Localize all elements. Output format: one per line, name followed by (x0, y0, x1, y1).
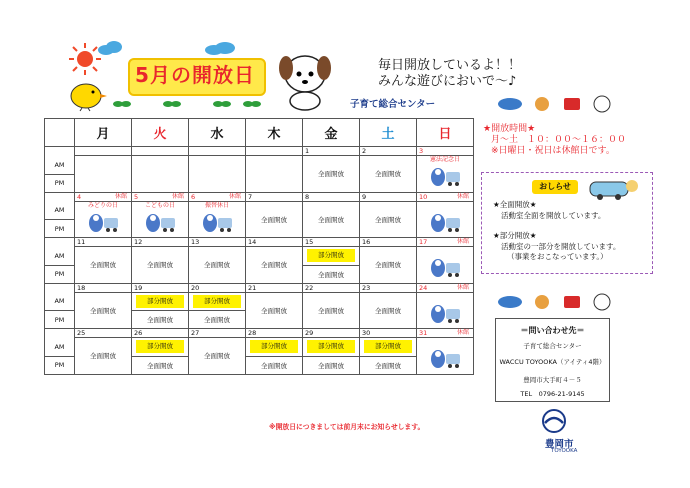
day-number: 31 (419, 329, 428, 337)
notice-text (493, 200, 620, 263)
contact-org: 子育て総合センター (523, 342, 582, 350)
label-spacer (45, 329, 75, 338)
closed-note: 休館 (114, 192, 127, 200)
partial-open-label: 部分開放 (250, 340, 298, 353)
day-number-cell (189, 283, 246, 292)
holiday-name: こどもの日 (144, 201, 175, 209)
all-open-label: 全面開放 (318, 361, 344, 370)
partial-open-label: 部分開放 (193, 295, 241, 308)
am-label: AM (45, 338, 75, 357)
day-number-cell (189, 329, 246, 338)
day-number: 3 (419, 147, 424, 155)
day-number: 8 (305, 192, 310, 201)
pm-label: PM (45, 311, 75, 329)
day-number: 1 (305, 147, 310, 155)
am-label: AM (45, 156, 75, 175)
partial-open-label: 部分開放 (307, 249, 355, 262)
empty-cell (189, 156, 246, 193)
week-row (45, 283, 474, 292)
all-open-label: 全面開放 (261, 361, 287, 370)
partial-open-cell (189, 292, 246, 311)
day-number-cell (246, 329, 303, 338)
holiday-cell (417, 201, 474, 238)
city-logo-name: 豊岡市 (545, 439, 574, 450)
day-number: 2 (362, 147, 367, 155)
day-number-cell (417, 147, 474, 156)
train-icon (588, 176, 640, 202)
all-open-label: 全面開放 (261, 306, 287, 315)
closed-note: 休館 (456, 329, 469, 336)
mascot-icon (428, 301, 462, 325)
day-number: 23 (362, 283, 371, 292)
holiday-name (417, 293, 473, 301)
day-number-cell (189, 192, 246, 201)
all-open-label: 全面開放 (375, 215, 401, 224)
day-number: 15 (305, 238, 314, 246)
holiday-name (417, 338, 473, 346)
holiday-name (417, 247, 473, 255)
day-number-cell (303, 147, 360, 156)
all-open-cell (246, 356, 303, 374)
snacks-icon (496, 92, 616, 114)
all-open-cell (246, 247, 303, 284)
week-am-row (45, 201, 474, 220)
day-number: 16 (362, 238, 371, 246)
empty-cell (246, 156, 303, 193)
day-number-cell (360, 283, 417, 292)
all-open-cell (246, 292, 303, 329)
day-number-cell (189, 238, 246, 247)
week-row (45, 147, 474, 156)
day-number-cell (303, 238, 360, 247)
day-number-cell (360, 192, 417, 201)
hours-time: 月～土 １０：００～１６：００ (491, 135, 627, 145)
day-number: 20 (191, 283, 200, 292)
partial-open-cell (246, 338, 303, 357)
day-number: 29 (305, 329, 314, 337)
day-number-cell (75, 329, 132, 338)
all-open-cell (303, 292, 360, 329)
day-number: 25 (77, 329, 86, 337)
day-number-cell (132, 283, 189, 292)
all-open-cell (360, 356, 417, 374)
weekday-sat: 土 (360, 119, 417, 147)
snacks-icon (496, 290, 616, 312)
day-number: 27 (191, 329, 200, 337)
label-spacer (45, 147, 75, 156)
day-number: 14 (248, 238, 257, 246)
notice-all-desc: 活動室全面を開放しています。 (501, 210, 606, 220)
all-open-label: 全面開放 (375, 261, 401, 270)
week-am-row (45, 156, 474, 175)
all-open-cell (75, 247, 132, 284)
all-open-cell (75, 292, 132, 329)
all-open-cell (132, 356, 189, 374)
partial-open-cell (360, 338, 417, 357)
all-open-label: 全面開放 (318, 170, 344, 179)
all-open-cell (189, 311, 246, 329)
dog-icon (272, 46, 338, 112)
day-number: 10 (419, 192, 428, 201)
all-open-label: 全面開放 (261, 261, 287, 270)
contact-box (495, 318, 610, 402)
all-open-cell (360, 292, 417, 329)
weekday-mon: 月 (75, 119, 132, 147)
mascot-icon (200, 210, 234, 234)
day-number: 9 (362, 192, 367, 201)
partial-open-cell (132, 292, 189, 311)
partial-open-label: 部分開放 (136, 295, 184, 308)
holiday-cell (75, 201, 132, 238)
closed-note: 休館 (456, 238, 469, 245)
all-open-label: 全面開放 (90, 306, 116, 315)
week-row (45, 238, 474, 247)
day-number-cell (132, 329, 189, 338)
all-open-label: 全面開放 (318, 270, 344, 279)
day-number: 24 (419, 283, 428, 292)
day-number-cell (189, 147, 246, 156)
day-number-cell (360, 329, 417, 338)
partial-open-cell (132, 338, 189, 357)
week-row (45, 329, 474, 338)
holiday-cell (189, 201, 246, 238)
notice-badge: おしらせ (532, 180, 578, 194)
chick-icon (66, 76, 108, 112)
empty-cell (132, 156, 189, 193)
day-number-cell (75, 192, 132, 201)
weekday-tue: 火 (132, 119, 189, 147)
cloud-icon (96, 40, 126, 56)
opening-hours (483, 124, 626, 157)
sprout-icon (112, 96, 262, 112)
holiday-cell (417, 292, 474, 329)
day-number-cell (132, 238, 189, 247)
mascot-icon (428, 164, 462, 188)
week-row (45, 192, 474, 201)
label-spacer (45, 283, 75, 292)
day-number: 6 (191, 192, 196, 201)
all-open-cell (189, 247, 246, 284)
day-number-cell (246, 147, 303, 156)
all-open-cell (303, 356, 360, 374)
contact-tel: TEL 0796-21-9145 (520, 390, 585, 398)
closed-note: 休館 (456, 283, 469, 291)
label-spacer (45, 192, 75, 201)
corner-cell (45, 119, 75, 147)
mascot-icon (428, 255, 462, 279)
day-number: 13 (191, 238, 200, 246)
day-number-cell (246, 238, 303, 247)
holiday-name: 憲法記念日 (429, 156, 460, 163)
day-number: 18 (77, 283, 86, 292)
all-open-cell (246, 201, 303, 238)
holiday-cell (417, 247, 474, 284)
day-number-cell (360, 147, 417, 156)
footnote: ※開放日につきましては前月末にお知らせします。 (269, 423, 425, 431)
mascot-icon (86, 210, 120, 234)
day-number: 7 (248, 192, 253, 201)
day-number: 21 (248, 283, 257, 292)
partial-open-label: 部分開放 (136, 340, 184, 353)
contact-address: 豊岡市大手町４－５ (523, 376, 582, 384)
all-open-cell (132, 247, 189, 284)
day-number-cell (303, 283, 360, 292)
weekday-fri: 金 (303, 119, 360, 147)
partial-open-cell (303, 338, 360, 357)
weekday-sun: 日 (417, 119, 474, 147)
day-number-cell (75, 147, 132, 156)
day-number: 26 (134, 329, 143, 337)
hours-closed-note: ※日曜日・祝日は休館日です。 (491, 146, 615, 156)
all-open-label: 全面開放 (204, 352, 230, 361)
all-open-label: 全面開放 (90, 261, 116, 270)
pm-label: PM (45, 220, 75, 238)
closed-note: 休館 (228, 192, 241, 200)
am-label: AM (45, 292, 75, 311)
all-open-label: 全面開放 (147, 316, 173, 324)
city-logo-icon (540, 408, 568, 434)
all-open-label: 全面開放 (375, 361, 401, 370)
week-am-row (45, 292, 474, 311)
all-open-label: 全面開放 (147, 361, 173, 370)
day-number-cell (360, 238, 417, 247)
am-label: AM (45, 247, 75, 266)
day-number-cell (246, 192, 303, 201)
cloud-icon (204, 40, 238, 56)
day-number-cell (417, 283, 474, 292)
contact-heading: ＝問い合わせ先＝ (520, 326, 585, 335)
pm-label: PM (45, 265, 75, 283)
holiday-cell (132, 201, 189, 238)
all-open-cell (303, 156, 360, 193)
am-label: AM (45, 201, 75, 220)
day-number-cell (246, 283, 303, 292)
all-open-label: 全面開放 (261, 215, 287, 224)
day-number-cell (75, 238, 132, 247)
pm-label: PM (45, 174, 75, 192)
all-open-label: 全面開放 (318, 215, 344, 224)
partial-open-label: 部分開放 (307, 340, 355, 353)
all-open-label: 全面開放 (318, 306, 344, 315)
day-number: 30 (362, 329, 371, 337)
hours-heading: ★開放時間★ (483, 124, 536, 134)
all-open-cell (75, 338, 132, 375)
day-number-cell (417, 238, 474, 247)
notice-part-desc-1: 活動室の一部分を開放しています。 (501, 241, 621, 251)
week-am-row (45, 338, 474, 357)
partial-open-label: 部分開放 (364, 340, 412, 353)
notice-all-heading: ★全面開放★ (493, 200, 537, 209)
day-number-cell (132, 147, 189, 156)
empty-cell (75, 156, 132, 193)
day-number: 11 (77, 238, 86, 246)
day-number: 28 (248, 329, 257, 337)
day-number-cell (303, 192, 360, 201)
all-open-cell (360, 156, 417, 193)
closed-note: 休館 (171, 192, 184, 200)
all-open-label: 全面開放 (204, 316, 230, 324)
all-open-cell (360, 201, 417, 238)
calendar-table (44, 118, 474, 375)
day-number: 22 (305, 283, 314, 292)
center-name: 子育て総合センター (350, 99, 436, 110)
mascot-icon (428, 346, 462, 370)
day-number-cell (303, 329, 360, 338)
pm-label: PM (45, 356, 75, 374)
all-open-label: 全面開放 (204, 261, 230, 270)
day-number: 19 (134, 283, 143, 292)
label-spacer (45, 238, 75, 247)
all-open-cell (303, 265, 360, 283)
all-open-cell (132, 311, 189, 329)
week-am-row (45, 247, 474, 266)
all-open-label: 全面開放 (147, 261, 173, 270)
day-number-cell (417, 329, 474, 338)
all-open-cell (189, 338, 246, 375)
notice-part-desc-2: （事業をおこなっています。） (507, 252, 608, 261)
day-number: 5 (134, 192, 139, 201)
partial-open-cell (303, 247, 360, 266)
notice-part-heading: ★部分開放★ (493, 231, 537, 240)
page-title: 5月の開放日 (135, 63, 255, 87)
day-number: 12 (134, 238, 143, 246)
day-number: 4 (77, 192, 82, 201)
holiday-cell (417, 156, 474, 193)
day-number-cell (417, 192, 474, 201)
mascot-icon (143, 210, 177, 234)
holiday-name (417, 202, 473, 210)
day-number: 17 (419, 238, 428, 246)
all-open-label: 全面開放 (375, 306, 401, 315)
city-logo-sub: TOYOOKA (551, 448, 578, 454)
weekday-wed: 水 (189, 119, 246, 147)
day-number-cell (132, 192, 189, 201)
holiday-cell (417, 338, 474, 375)
message-line-2: みんな遊びにおいで～♪ (378, 74, 517, 89)
all-open-label: 全面開放 (375, 170, 401, 179)
mascot-icon (428, 210, 462, 234)
contact-building: WACCU TOYOOKA（アイティ4階） (499, 358, 606, 366)
weekday-thu: 木 (246, 119, 303, 147)
holiday-name: みどりの日 (87, 201, 118, 209)
message-line-1: 毎日開放しているよ！！ (378, 58, 522, 73)
all-open-cell (303, 201, 360, 238)
holiday-name: 振替休日 (204, 201, 229, 209)
day-number-cell (75, 283, 132, 292)
closed-note: 休館 (456, 192, 469, 200)
all-open-cell (360, 247, 417, 284)
all-open-label: 全面開放 (90, 352, 116, 361)
